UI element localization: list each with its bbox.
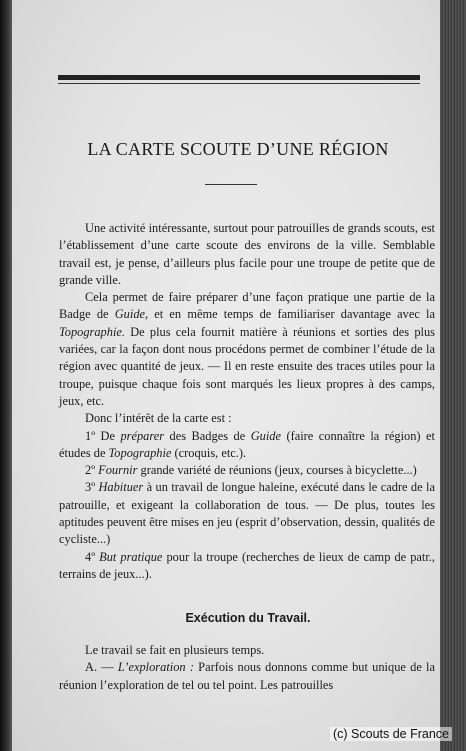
book-page [12, 0, 440, 751]
header-rule-thin [58, 83, 420, 84]
list-item-1: 1º De préparer des Badges de Guide (faire connaître la région) et études de Topographie (croquis, etc.). [59, 428, 435, 460]
paragraph-interest: Donc l’intérêt de la carte est : [85, 411, 232, 426]
book-binding [0, 0, 12, 751]
section-paragraph-1: Le travail se fait en plusieurs temps. [85, 643, 265, 657]
list-item-3: 3º Habituer à un travail de longue haleine, exécuté dans le cadre de la patrouille, et exigeant la collaboration de tous. — De plus, toutes les aptitudes peuvent être mises en jeu (esprit d’observation, dessin, qualités de cycliste...) [59, 480, 435, 547]
section-paragraph-2: A. — L’exploration : Parfois nous donnons comme but unique de la réunion l’exploration de tel ou tel point. Les patrouilles [59, 660, 435, 692]
page-edges [440, 0, 466, 751]
list-item-4: 4º But pratique pour la troupe (recherches de lieux de camp de patr., terrains de jeux...). [59, 549, 435, 581]
copyright-watermark: (c) Scouts de France [330, 727, 452, 741]
paragraph-intro: Une activité intéressante, surtout pour patrouilles de grands scouts, est l’établissement d’une carte scoute des environs de la ville. Semblable travail est, je pense, d’ailleurs plus facile pour une troupe de petite que de grande ville. [59, 221, 435, 287]
section-body [59, 642, 435, 694]
page-title: LA CARTE SCOUTE D’UNE RÉGION [87, 139, 389, 159]
header-rule-thick [58, 75, 420, 80]
paragraph-badge: Cela permet de faire préparer d’une façon pratique une partie de la Badge de Guide, et en même temps de familiariser davantage avec la Topographie. De plus cela fournit matière à réunions et sorties des plus variées, car la façon dont nous procédons permet de combiner l’étude de la région avec quantité de jeux. — Il en reste ensuite des traces utiles pour la troupe, puisque chaque fois sont marqués les lieux propres à des camps, jeux, etc. [59, 290, 435, 408]
body-text [59, 220, 435, 583]
title-divider [205, 184, 257, 185]
list-item-2: 2º Fournir grande variété de réunions (jeux, courses à bicyclette...) [85, 463, 417, 478]
section-title: Exécution du Travail. [185, 611, 311, 625]
